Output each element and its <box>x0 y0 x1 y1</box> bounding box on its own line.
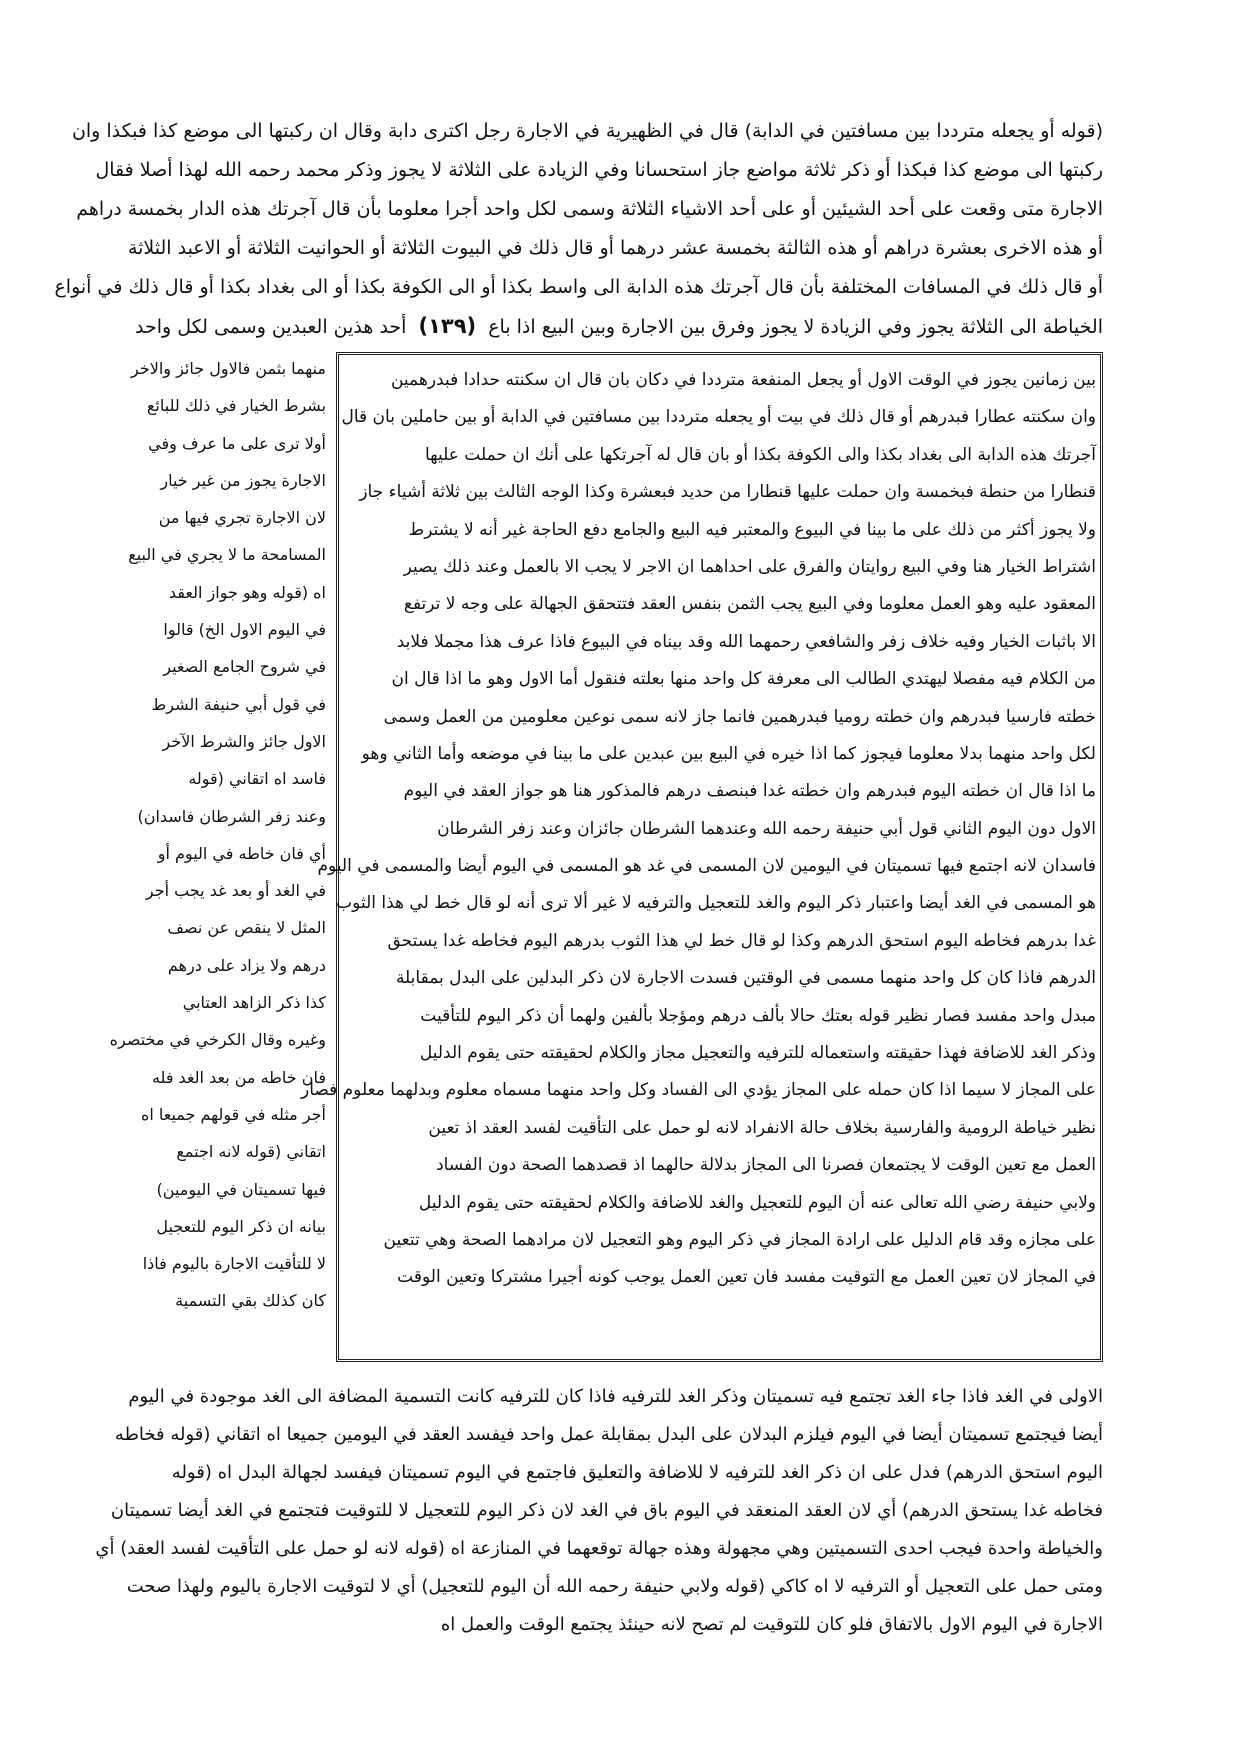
text-line: فان خاطه من بعد الغد فله <box>151 1067 326 1087</box>
text-line: الاجارة في اليوم الاول بالاتفاق فلو كان للتوقيت لم تصح لانه حينئذ يجتمع الوقت والعمل اه <box>440 1614 1103 1635</box>
text-line: الدرهم فاذا كان كل واحد منهما مسمى في الوقتين فسدت الاجارة لان ذكر البدلين على البدل بمقابلة <box>395 968 1096 989</box>
text-line: العمل مع تعين الوقت لا يجتمعان فصرنا الى المجاز بدلالة حالهما اذ قصدهما الصحة دون الفساد <box>436 1155 1096 1176</box>
text-line: وغيره وقال الكرخي في مختصره <box>109 1030 326 1050</box>
text-line: لكل واحد منهما بدلا معلوما فيجوز كما اذا خيره في البيع بين عبدين على ما بينا في موضعه وأما الثاني وهو <box>361 743 1096 764</box>
text-line: على المجاز لا سيما اذا كان حمله على المجاز يؤدي الى الفساد وكل واحد منهما مسماه معلوم وبدلهما معلوم فصار <box>301 1080 1096 1101</box>
page-number: (١٣٩) <box>418 314 477 338</box>
text-line: أو قال ذلك في المسافات المختلفة بأن قال آجرتك هذه الدابة الى واسط بكذا أو الى الكوفة بكذا أو الى بغداد بكذا أو قال ذلك في أنواع <box>54 276 1103 298</box>
text-line: أو هذه الاخرى بعشرة دراهم أو هذه الثالثة بخمسة عشر درهما أو قال ذلك في البيوت الثلاثة أو الحوانيت الثلاثة أو الاعبد الثلاثة <box>127 237 1103 259</box>
text-line: قنطارا من حنطة فبخمسة وان حملت عليها قنطارا من حديد فبعشرة وكذا الوجه الثالث بين ثلاثة أشياء جاز <box>359 482 1096 503</box>
text-line: المسامحة ما لا يجري في البيع <box>128 545 326 565</box>
text-line: غدا بدرهم فخاطه اليوم استحق الدرهم وكذا لو قال خط لي هذا الثوب بدرهم اليوم فخاطه غدا يستحق <box>387 930 1096 951</box>
text-line: آجرتك هذه الدابة الى بغداد بكذا والى الكوفة بكذا أو بان قال له آجرتكها على أنك ان حملت عليها <box>424 444 1096 465</box>
text-line: الاولى في الغد فاذا جاء الغد تجتمع فيه تسميتان وذكر الغد للترفيه فاذا كان للترفيه كانت التسمية المضافة الى الغد موجودة في اليوم <box>128 1386 1103 1407</box>
text-line: ولابي حنيفة رضي الله تعالى عنه أن اليوم للتعجيل والغد للاضافة والكلام لحقيقته حتى يقوم الدليل <box>418 1192 1096 1213</box>
number-row-left-text: أحد هذين العبدين وسمى لكل واحد <box>135 316 407 338</box>
text-line: وذكر الغد للاضافة فهذا حقيقته واستعماله للترفيه والتعجيل مجاز والكلام لحقيقته حتى يقوم الدليل <box>419 1043 1096 1064</box>
text-line: الاجارة يجوز من غير خيار <box>160 470 326 490</box>
text-line: في قول أبي حنيفة الشرط <box>151 694 326 714</box>
text-line: ما اذا قال ان خطته اليوم فبدرهم وان خطته غدا فبنصف درهم فالمذكور هنا هو جواز العقد في اليوم <box>403 781 1096 802</box>
text-line: فيها تسميتان في اليومين) <box>156 1179 326 1199</box>
text-line: (قوله أو يجعله مترددا بين مسافتين في الدابة) قال في الظهيرية في الاجارة رجل اكترى دابة وقال ان ركبتها الى موضع كذا فبكذا وان <box>71 120 1103 142</box>
text-line: مبدل واحد مفسد فصار نظير قوله بعتك حالا بألف درهم ومؤجلا بألفين ولهما أن ذكر اليوم للتأقيت <box>420 1005 1096 1026</box>
bottom-commentary-block <box>95 1378 1103 1644</box>
text-line: لا للتأقيت الاجارة باليوم فاذا <box>142 1254 326 1274</box>
text-line: هو المسمى في الغد أيضا واعتبار ذكر اليوم والغد للتعجيل والترفيه لا غير ألا ترى أنه لو قال خط لي هذا الثوب <box>336 893 1096 914</box>
text-line: الا باثبات الخيار وفيه خلاف زفر والشافعي رحمهما الله وقد بيناه في البيوع فاذا عرف هذا مجملا فلابد <box>396 631 1096 652</box>
text-line: بين زمانين يجوز في الوقت الاول أو يجعل المنفعة مترددا في دكان بان قال ان سكنته حدادا فبدرهمين <box>390 370 1096 390</box>
text-line: وان سكنته عطارا فبدرهم أو قال ذلك في بيت أو يجعله مترددا بين مسافتين في الدابة أو بين حاملين بان قال <box>341 407 1096 428</box>
text-line: منهما بثمن فالاول جائز والاخر <box>130 359 326 378</box>
text-line: اشتراط الخيار هنا وفي البيع روايتان والفرق على احداهما ان الاجر لا يجب الا بالعمل وعند ذلك يصير <box>403 556 1096 577</box>
top-commentary-block <box>54 112 1103 307</box>
text-line: بشرط الخيار في ذلك للبائع <box>146 396 326 416</box>
side-commentary-block <box>109 350 326 1320</box>
text-line: في شروح الجامع الصغير <box>163 657 326 677</box>
number-row-right-text: الخياطة الى الثلاثة يجوز وفي الزيادة لا يجوز وفرق بين الاجارة وبين البيع اذا باع <box>488 316 1103 338</box>
text-line: أولا ترى على ما عرف وفي <box>148 433 326 453</box>
text-line: في المجاز لان تعين العمل مع التوقيت مفسد فان تعين العمل يوجب كونه أجيرا مشتركا وتعين الوقت <box>397 1267 1096 1288</box>
text-line: الاجارة متى وقعت على أحد الشيئين أو على أحد الاشياء الثلاثة وسمى لكل واحد أجرا معلوما بأن قال آجرتك هذه الدار بخمسة دراهم <box>76 198 1103 220</box>
text-line: ركبتها الى موضع كذا فبكذا أو ذكر ثلاثة مواضع جاز استحسانا وفي الزيادة على الثلاثة لا يجوز وذكر محمد رحمه الله لهذا أصلا فقال <box>95 159 1103 181</box>
text-line: لان الاجارة تجري فيها من <box>158 508 326 528</box>
text-line: درهم ولا يزاد على درهم <box>167 955 326 975</box>
text-line: الاول جائز والشرط الآخر <box>162 731 326 751</box>
text-line: بيانه ان ذكر اليوم للتعجيل <box>156 1216 326 1236</box>
text-line: والخياطة واحدة فيجب احدى التسميتين وهي مجهولة وهذه جهالة توقعهما في المنازعة اه (قوله لانه لو حمل على التأقيت لفسد العقد) أي <box>95 1538 1103 1559</box>
text-line: أجر مثله في قولهم جميعا اه <box>140 1104 326 1124</box>
text-line: في الغد أو بعد غد يجب أجر <box>145 881 326 901</box>
text-line: اليوم استحق الدرهم) فدل على ان ذكر الغد للترفيه لا للاضافة والتعليق فاجتمع في اليوم تسميتان فيفسد لجهالة البدل اه (قوله <box>171 1462 1103 1483</box>
text-line: اه (قوله وهو جواز العقد <box>168 582 326 602</box>
text-line: خطته فارسيا فبدرهم وان خطته روميا فبدرهمين فانما جاز لانه سمى نوعين معلومين من العمل وسمى <box>383 706 1096 727</box>
page-number-row <box>135 307 1103 346</box>
text-line: كذا ذكر الزاهد العتابي <box>182 993 326 1013</box>
text-line: أي فان خاطه في اليوم أو <box>157 843 326 863</box>
main-text-block <box>301 362 1096 1297</box>
text-line: المعقود عليه وهو العمل معلوما وفي البيع يجب الثمن بنفس العقد فتتحقق الجهالة على وجه لا ترتفع <box>403 594 1096 615</box>
text-line: الاول دون اليوم الثاني قول أبي حنيفة رحمه الله وعندهما الشرطان جائزان وعند زفر الشرطان <box>437 818 1096 839</box>
text-line: أيضا فيجتمع تسميتان أيضا في اليوم فيلزم البدلان على البدل بمقابلة عمل واحد فيفسد العقد في اليومين جميعا اه اتقاني (قوله فخاطه <box>114 1424 1103 1445</box>
text-line: فخاطه غدا يستحق الدرهم) أي لان العقد المنعقد في اليوم باق في الغد لان ذكر اليوم للتعجيل لا للتوقيت فتجتمع في الغد أيضا تسميتان <box>110 1500 1103 1521</box>
text-line: ومتى حمل على التعجيل أو الترفيه لا اه كاكي (قوله ولابي حنيفة رحمه الله أن اليوم للتعجيل) أي لا لتوقيت الاجارة باليوم ولهذا صحت <box>126 1576 1103 1597</box>
text-line: نظير خياطة الرومية والفارسية بخلاف حالة الانفراد لانه لو حمل على التأقيت لفسد العقد اذ تعين <box>428 1117 1096 1138</box>
text-line: من الكلام فيه مفصلا ليهتدي الطالب الى معرفة كل واحد منها بعلته فنقول أما الاول وهو ما اذا قال ان <box>391 669 1096 690</box>
text-line: على مجازه وقد قام الدليل على ارادة المجاز في ذكر اليوم وهو التعجيل لان مرادهما الصحة وهي تتعين <box>383 1229 1096 1250</box>
text-line: ولا يجوز أكثر من ذلك على ما بينا في البيوع والمعتبر فيه البيع والجامع دفع الحاجة غير أنه لا يشترط <box>408 519 1096 540</box>
text-line: فاسد اه اتقاني (قوله <box>188 769 326 789</box>
text-line: اتقاني (قوله لانه اجتمع <box>176 1142 326 1162</box>
text-line: فاسدان لانه اجتمع فيها تسميتان في اليومين لان المسمى في غد هو المسمى في اليوم أيضا والمسمى في اليوم <box>317 856 1096 877</box>
text-line: المثل لا ينقص عن نصف <box>167 918 326 938</box>
text-line: في اليوم الاول الخ) قالوا <box>163 620 326 640</box>
text-line: وعند زفر الشرطان فاسدان) <box>137 806 326 826</box>
text-line: كان كذلك بقي التسمية <box>175 1291 326 1311</box>
